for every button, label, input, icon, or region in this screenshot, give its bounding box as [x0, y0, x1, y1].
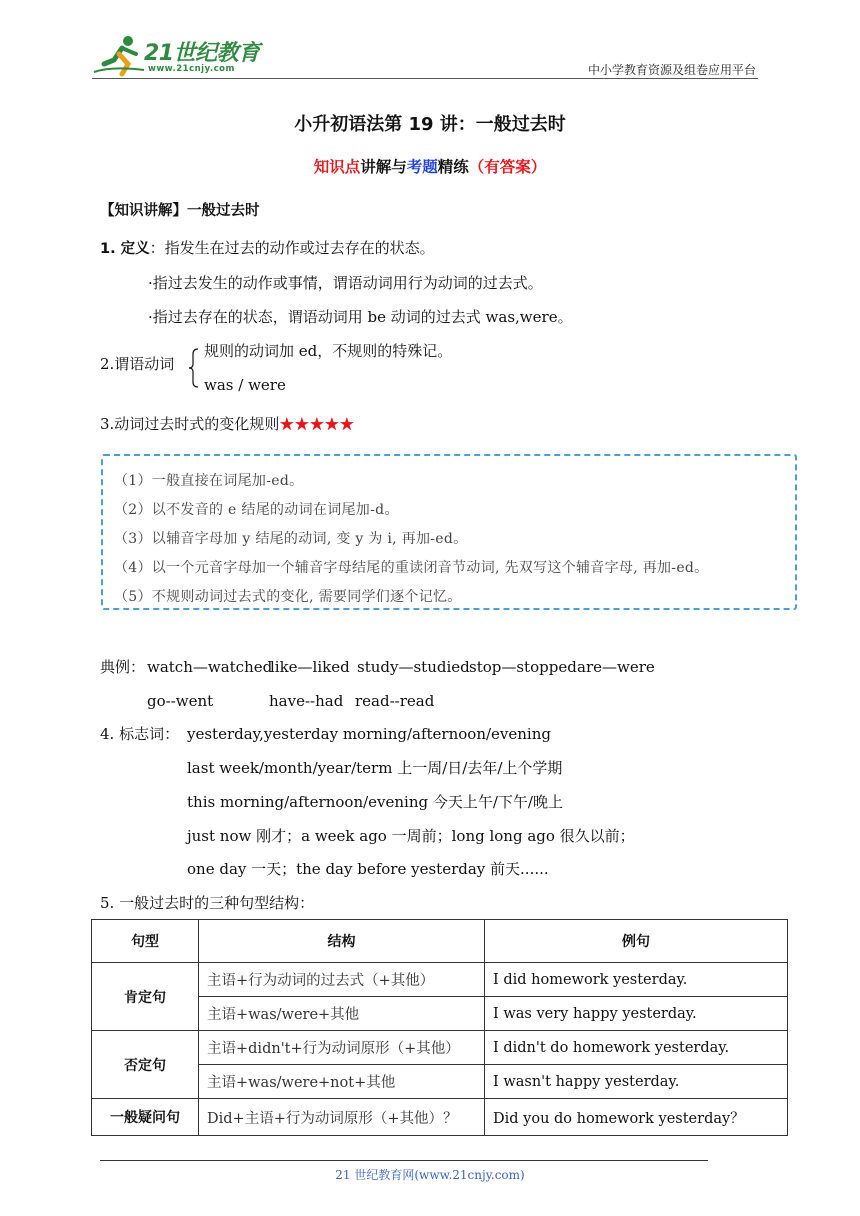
example-pair: read--read: [355, 692, 435, 710]
footer-link[interactable]: 21 世纪教育网(www.21cnjy.com): [335, 1168, 525, 1182]
predicate-line-1: 规则的动词加 ed，不规则的特殊记。: [204, 342, 453, 360]
page-title: 小升初语法第 19 讲：一般过去时: [294, 114, 566, 135]
rule-item: （3）以辅音字母加 y 结尾的动词, 变 y 为 i, 再加-ed。: [114, 531, 468, 547]
table-header: 句型: [92, 920, 199, 963]
sentence-type: 否定句: [92, 1031, 199, 1099]
logo-text: 21世纪教育: [144, 41, 260, 66]
sentence-type: 一般疑问句: [92, 1099, 199, 1136]
signal-words-line: one day 一天；the day before yesterday 前天......: [187, 860, 549, 878]
signal-words-label: 4. 标志词：: [100, 725, 180, 743]
example-cell: I wasn't happy yesterday.: [485, 1065, 788, 1099]
predicate-line-2: was / were: [204, 376, 286, 394]
table-row: [92, 963, 788, 997]
rules-heading: [100, 417, 354, 432]
definition-line: [100, 241, 435, 257]
structure-cell: 主语+was/were+其他: [199, 997, 485, 1031]
rating-stars: ★★★★★: [279, 415, 355, 433]
logo: [92, 34, 262, 78]
predicate-label: 2.谓语动词: [100, 355, 175, 373]
example-pair: have--had: [269, 692, 344, 710]
section-heading: 【知识讲解】一般过去时: [100, 203, 260, 219]
signal-words-line: yesterday,yesterday morning/afternoon/evening: [187, 725, 551, 743]
sentence-type: 肯定句: [92, 963, 199, 1031]
subtitle-part5: （有答案）: [468, 158, 547, 176]
table-row: [92, 1031, 788, 1065]
subtitle-part3: 考题: [406, 158, 438, 176]
subtitle-part1: 知识点: [313, 158, 361, 176]
example-pair: go--went: [147, 692, 214, 710]
structure-cell: 主语+didn't+行为动词原形（+其他）: [199, 1031, 485, 1065]
page-subtitle: [0, 155, 860, 177]
rule-item: （4）以一个元音字母加一个辅音字母结尾的重读闭音节动词, 先双写这个辅音字母, 再加-ed。: [114, 560, 709, 576]
example-pair: are—were: [577, 658, 655, 676]
structures-heading: 5. 一般过去时的三种句型结构：: [100, 894, 315, 912]
signal-words-line: just now 刚才；a week ago 一周前；long long ago 很久以前；: [187, 827, 635, 845]
sentence-structure-table: [91, 919, 788, 1136]
example-pair: study—studied: [357, 658, 470, 676]
definition-label: 1. 定义: [100, 241, 150, 257]
table-header: 结构: [199, 920, 485, 963]
table-header: 例句: [485, 920, 788, 963]
examples-label: 典例：: [100, 658, 146, 676]
definition-bullet-1: ·指过去发生的动作或事情，谓语动词用行为动词的过去式。: [148, 274, 543, 292]
definition-text: ：指发生在过去的动作或过去存在的状态。: [149, 239, 435, 257]
platform-name: 中小学教育资源及组卷应用平台: [587, 63, 756, 77]
example-cell: Did you do homework yesterday？: [485, 1099, 788, 1136]
brace-icon: [188, 348, 200, 388]
example-pair: stop—stopped: [469, 658, 577, 676]
example-cell: I didn't do homework yesterday.: [485, 1031, 788, 1065]
runner-logo-icon: [92, 34, 146, 78]
example-pair: like—liked: [270, 658, 350, 676]
table-header-row: [92, 920, 788, 963]
example-cell: I did homework yesterday.: [485, 963, 788, 997]
structure-cell: 主语+行为动词的过去式（+其他）: [199, 963, 485, 997]
subtitle-part4: 精练: [437, 158, 469, 176]
logo-url: www.21cnjy.com: [148, 64, 235, 74]
table-row: [92, 1099, 788, 1136]
rule-item: （5）不规则动词过去式的变化, 需要同学们逐个记忆。: [114, 589, 462, 605]
subtitle-part2: 讲解与: [360, 158, 407, 176]
example-pair: watch—watched: [147, 658, 273, 676]
footer-divider: [100, 1160, 708, 1161]
definition-bullet-2: ·指过去存在的状态，谓语动词用 be 动词的过去式 was,were。: [148, 308, 573, 326]
header-divider: [92, 78, 758, 79]
signal-words-line: last week/month/year/term 上一周/日/去年/上个学期: [187, 759, 563, 777]
rule-item: （2）以不发音的 e 结尾的动词在词尾加-d。: [114, 502, 399, 518]
structure-cell: Did+主语+行为动词原形（+其他）？: [199, 1099, 485, 1136]
rules-heading-text: 3.动词过去时式的变化规则: [100, 415, 280, 433]
structure-cell: 主语+was/were+not+其他: [199, 1065, 485, 1099]
rule-item: （1）一般直接在词尾加-ed。: [114, 473, 304, 489]
signal-words-line: this morning/afternoon/evening 今天上午/下午/晚上: [187, 793, 563, 811]
example-cell: I was very happy yesterday.: [485, 997, 788, 1031]
